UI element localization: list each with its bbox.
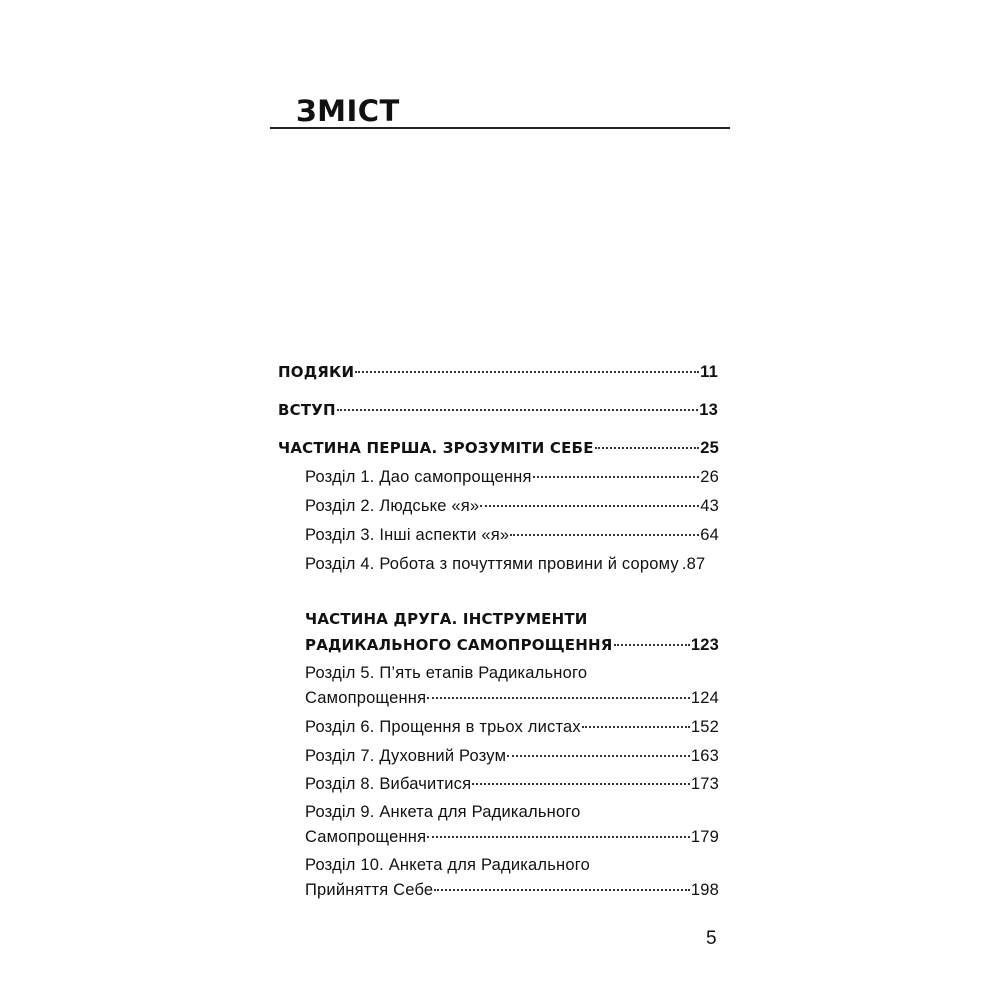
toc-entry-chapter-7[interactable] [305, 744, 719, 768]
toc-entry-part2[interactable] [305, 633, 719, 657]
toc-entry-label: РАДИКАЛЬНОГО САМОПРОЩЕННЯ [305, 636, 613, 654]
toc-entry-label: Розділ 4. Робота з почуттями провини й сорому [305, 555, 679, 573]
toc-entry-page: 198 [690, 881, 719, 899]
dot-leader [434, 889, 690, 891]
toc-entry-chapter-4[interactable] [305, 552, 721, 576]
toc-entry-chapter-2[interactable] [305, 494, 719, 518]
dot-leader [480, 505, 699, 507]
toc-entry-label: Розділ 7. Духовний Розум [305, 747, 507, 765]
dot-leader [427, 836, 690, 838]
toc-entry-label: Самопрощення [305, 828, 427, 846]
toc-entry-acknowledgements[interactable] [278, 360, 718, 384]
toc-entry-chapter-10[interactable] [305, 878, 719, 902]
toc-entry-page: 123 [690, 636, 719, 654]
toc-entry-page: .87 [681, 555, 706, 573]
page-title: ЗМІСТ [296, 94, 400, 128]
toc-entry-chapter-5[interactable] [305, 686, 719, 710]
toc-entry-label: ЧАСТИНА ПЕРША. ЗРОЗУМІТИ СЕБЕ [278, 439, 594, 457]
toc-entry-label: Самопрощення [305, 689, 427, 707]
dot-leader [614, 644, 690, 646]
toc-entry-label: Розділ 1. Дао самопрощення [305, 468, 532, 486]
toc-entry-page: 11 [700, 363, 718, 381]
page-number: 5 [706, 928, 717, 949]
toc-entry-chapter-1[interactable] [305, 465, 719, 489]
toc-entry-chapter-6[interactable] [305, 715, 719, 739]
toc-entry-page: 25 [700, 439, 719, 457]
toc-entry-chapter-10-line1[interactable]: Розділ 10. Анкета для Радикального [305, 856, 590, 874]
toc-entry-chapter-9[interactable] [305, 825, 719, 849]
toc-entry-part2-line1[interactable]: ЧАСТИНА ДРУГА. ІНСТРУМЕНТИ [305, 610, 588, 628]
toc-entry-label: Розділ 8. Вибачитися [305, 775, 472, 793]
dot-leader [427, 697, 690, 699]
toc-entry-page: 43 [700, 497, 719, 515]
dot-leader [533, 476, 700, 478]
toc-entry-label: ВСТУП [278, 401, 336, 419]
toc-entry-page: 163 [690, 747, 719, 765]
toc-entry-page: 173 [690, 775, 719, 793]
dot-leader [510, 534, 699, 536]
toc-entry-page: 124 [690, 689, 719, 707]
toc-entry-page: 64 [700, 526, 719, 544]
toc-entry-label: Розділ 2. Людське «я» [305, 497, 480, 515]
toc-entry-label: Розділ 6. Прощення в трьох листах [305, 718, 581, 736]
dot-leader [595, 447, 700, 449]
toc-entry-page: 179 [690, 828, 719, 846]
toc-entry-label: Прийняття Себе [305, 881, 434, 899]
toc-entry-chapter-9-line1[interactable]: Розділ 9. Анкета для Радикального [305, 803, 581, 821]
toc-entry-part1[interactable] [278, 436, 719, 460]
dot-leader [337, 409, 698, 411]
dot-leader [582, 726, 690, 728]
toc-entry-label: ПОДЯКИ [278, 363, 355, 381]
toc-entry-chapter-8[interactable] [305, 772, 719, 796]
toc-entry-page: 26 [700, 468, 719, 486]
toc-entry-label: Розділ 3. Інші аспекти «я» [305, 526, 510, 544]
toc-entry-chapter-5-line1[interactable]: Розділ 5. П’ять етапів Радикального [305, 664, 588, 682]
toc-entry-introduction[interactable] [278, 398, 718, 422]
dot-leader [355, 371, 699, 373]
toc-entry-page: 13 [699, 401, 718, 419]
toc-entry-chapter-3[interactable] [305, 523, 719, 547]
dot-leader [507, 755, 690, 757]
toc-entry-page: 152 [690, 718, 719, 736]
dot-leader [472, 783, 690, 785]
